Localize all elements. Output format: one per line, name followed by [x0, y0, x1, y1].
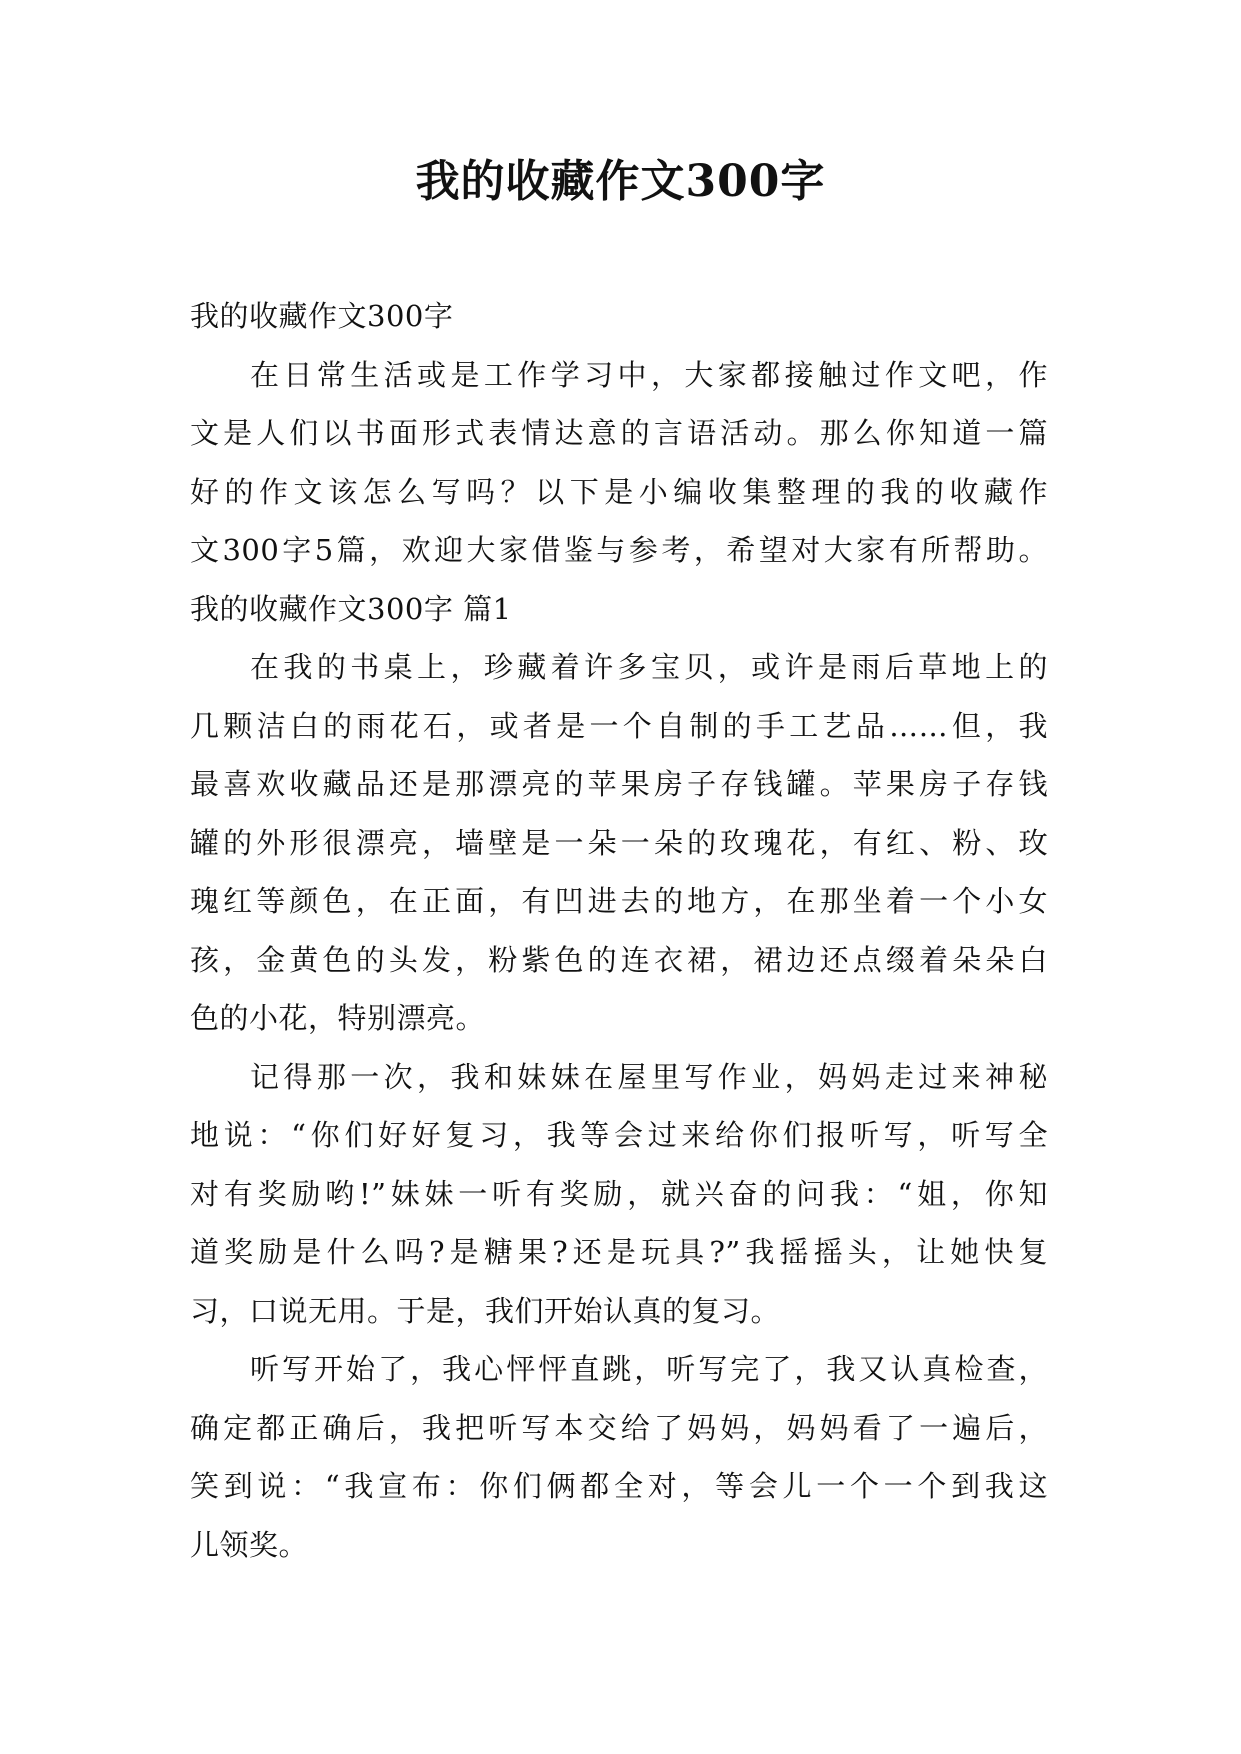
body-line-3: 文是人们以书面形式表情达意的言语活动。那么你知道一篇: [190, 416, 1048, 450]
body-line-18: 习，口说无用。于是，我们开始认真的复习。: [190, 1293, 781, 1328]
body-line-14: 记得那一次，我和妹妹在屋里写作业，妈妈走过来神秘: [250, 1059, 1048, 1094]
document-body: [190, 287, 1048, 1574]
document-title: 我的收藏作文300字: [415, 156, 826, 207]
body-line-16: 对有奖励哟!”妹妹一听有奖励，就兴奋的问我：“姐，你知: [190, 1176, 1048, 1211]
body-line-17: 道奖励是什么吗?是糖果?还是玩具?”我摇摇头，让她快复: [190, 1235, 1048, 1269]
body-line-7: 在我的书桌上，珍藏着许多宝贝，或许是雨后草地上的: [250, 650, 1048, 684]
body-line-9: 最喜欢收藏品还是那漂亮的苹果房子存钱罐。苹果房子存钱: [190, 767, 1048, 801]
body-line-15: 地说：“你们好好复习，我等会过来给你们报听写，听写全: [190, 1118, 1048, 1152]
body-line-6: 我的收藏作文300字 篇1: [190, 591, 512, 626]
body-line-1: 我的收藏作文300字: [190, 299, 454, 333]
body-line-13: 色的小花，特别漂亮。: [190, 1001, 486, 1035]
body-line-2: 在日常生活或是工作学习中，大家都接触过作文吧，作: [250, 357, 1048, 392]
body-line-21: 笑到说：“我宣布：你们俩都全对，等会儿一个一个到我这: [190, 1469, 1048, 1503]
body-line-12: 孩，金黄色的头发，粉紫色的连衣裙，裙边还点缀着朵朵白: [190, 942, 1048, 977]
body-line-20: 确定都正确后，我把听写本交给了妈妈，妈妈看了一遍后，: [190, 1410, 1048, 1445]
body-line-19: 听写开始了，我心怦怦直跳，听写完了，我又认真检查，: [250, 1352, 1048, 1386]
body-line-8: 几颗洁白的雨花石，或者是一个自制的手工艺品……但，我: [190, 708, 1048, 743]
body-line-4: 好的作文该怎么写吗？以下是小编收集整理的我的收藏作: [190, 474, 1048, 509]
body-line-5: 文300字5篇，欢迎大家借鉴与参考，希望对大家有所帮助。: [190, 533, 1048, 567]
body-line-10: 罐的外形很漂亮，墙壁是一朵一朵的玫瑰花，有红、粉、玫: [190, 825, 1048, 860]
body-line-11: 瑰红等颜色，在正面，有凹进去的地方，在那坐着一个小女: [190, 884, 1048, 918]
body-line-22: 儿领奖。: [190, 1527, 309, 1562]
